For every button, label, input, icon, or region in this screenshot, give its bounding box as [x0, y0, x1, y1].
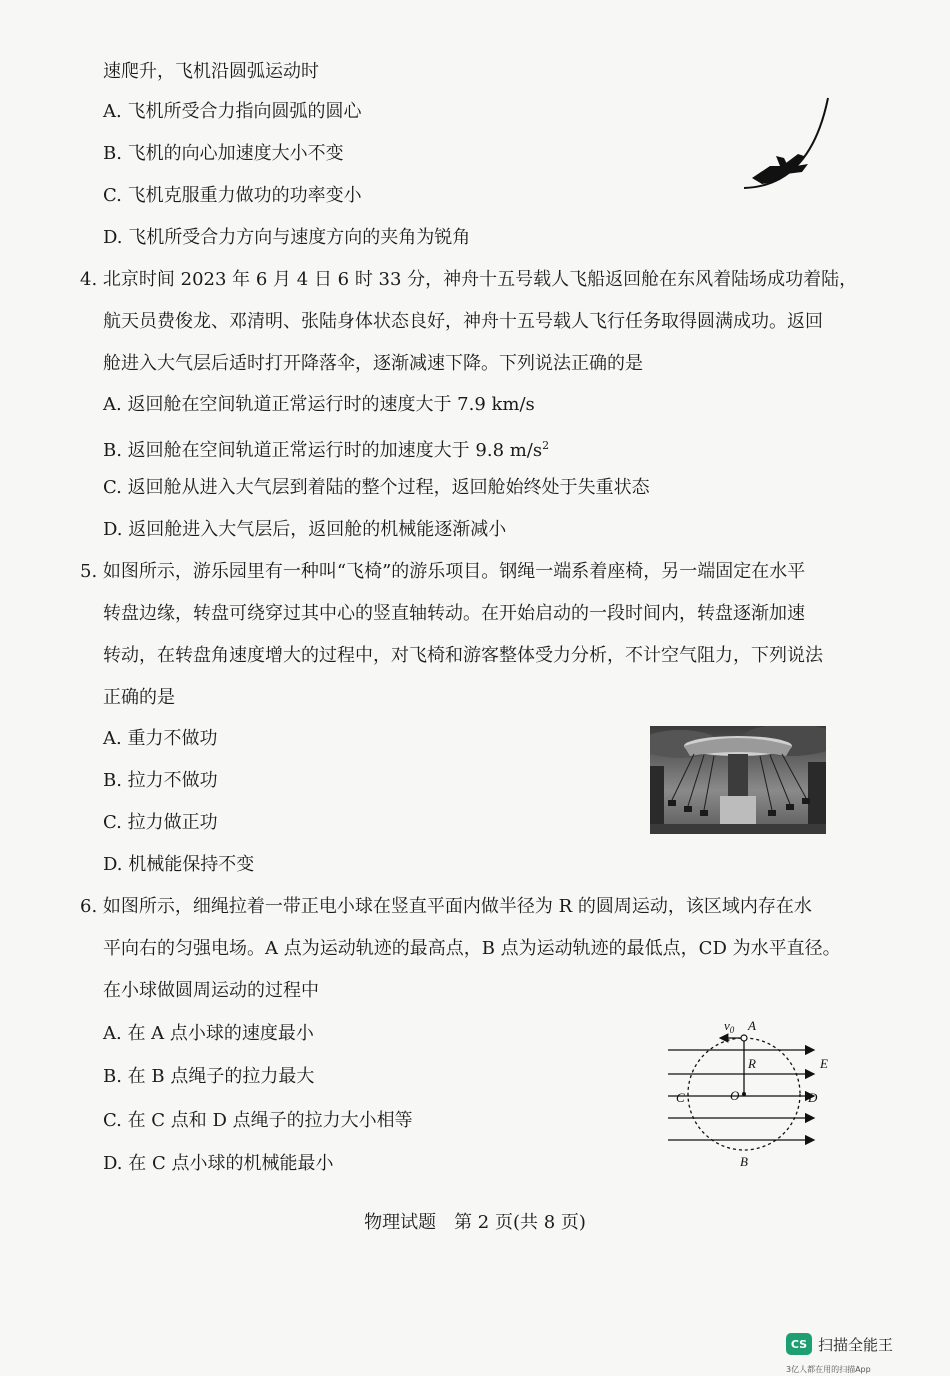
q4-option-b-exponent: 2: [542, 439, 550, 452]
q3-option-a: A. 飞机所受合力指向圆弧的圆心: [103, 101, 362, 122]
scanner-badge-icon: CS: [786, 1333, 812, 1355]
q5-option-d: D. 机械能保持不变: [103, 854, 255, 875]
q6-stem-line-3: 在小球做圆周运动的过程中: [103, 980, 319, 1001]
q4-option-b: [103, 434, 549, 463]
flying-chair-photo: [650, 726, 826, 834]
airplane-arc-figure: [740, 94, 840, 198]
circular-motion-field-diagram: [664, 1014, 836, 1174]
q6-option-a: A. 在 A 点小球的速度最小: [103, 1023, 314, 1044]
q3-option-b: B. 飞机的向心加速度大小不变: [103, 143, 344, 164]
label-d: D: [808, 1090, 818, 1105]
q6-option-c: C. 在 C 点和 D 点绳子的拉力大小相等: [103, 1110, 413, 1131]
label-e: E: [820, 1056, 828, 1071]
q4-option-d: D. 返回舱进入大气层后，返回舱的机械能逐渐减小: [103, 519, 507, 540]
q5-stem-line-3: 转动，在转盘角速度增大的过程中，对飞椅和游客整体受力分析，不计空气阻力，下列说法: [103, 645, 823, 666]
q4-stem-line-1: 4. 北京时间 2023 年 6 月 4 日 6 时 33 分，神舟十五号载人飞船返回舱在东风着陆场成功着陆，: [80, 269, 858, 290]
scanner-name: 扫描全能王: [818, 1335, 894, 1354]
q6-option-b: B. 在 B 点绳子的拉力最大: [103, 1066, 315, 1087]
q3-option-c: C. 飞机克服重力做功的功率变小: [103, 185, 362, 206]
q3-option-d: D. 飞机所受合力方向与速度方向的夹角为锐角: [103, 227, 471, 248]
q5-stem-line-2: 转盘边缘，转盘可绕穿过其中心的竖直轴转动。在开始启动的一段时间内，转盘逐渐加速: [103, 603, 805, 624]
label-a: A: [748, 1018, 756, 1033]
q5-stem-line-1: 5. 如图所示，游乐园里有一种叫“飞椅”的游乐项目。钢绳一端系着座椅，另一端固定在水平: [80, 561, 806, 582]
scanner-logo: [786, 1333, 893, 1355]
q4-option-c: C. 返回舱从进入大气层到着陆的整个过程，返回舱始终处于失重状态: [103, 477, 650, 498]
scanner-tagline: 3亿人都在用的扫描App: [786, 1365, 871, 1374]
label-b: B: [740, 1154, 748, 1169]
arc-path: [744, 98, 828, 188]
q5-stem-line-4: 正确的是: [103, 687, 175, 708]
q4-option-a: A. 返回舱在空间轨道正常运行时的速度大于 7.9 km/s: [103, 394, 535, 415]
q5-option-a: A. 重力不做功: [103, 728, 218, 749]
q5-option-b: B. 拉力不做功: [103, 770, 218, 791]
label-o: O: [730, 1088, 740, 1103]
label-v0: $v_0$: [724, 1018, 735, 1035]
q4-stem-line-2: 航天员费俊龙、邓清明、张陆身体状态良好，神舟十五号载人飞行任务取得圆满成功。返回: [103, 311, 823, 332]
q3-stem-tail: 速爬升，飞机沿圆弧运动时: [103, 61, 319, 82]
field-lines: [668, 1050, 814, 1140]
q6-stem-line-2: 平向右的匀强电场。A 点为运动轨迹的最高点，B 点为运动轨迹的最低点，CD 为水平直径。: [103, 938, 841, 959]
q5-option-c: C. 拉力做正功: [103, 812, 218, 833]
ball-at-a: [741, 1035, 747, 1041]
center-point: [742, 1092, 746, 1096]
label-r: R: [748, 1056, 756, 1071]
label-c: C: [676, 1090, 685, 1105]
q6-option-d: D. 在 C 点小球的机械能最小: [103, 1153, 334, 1174]
q4-stem-line-3: 舱进入大气层后适时打开降落伞，逐渐减速下降。下列说法正确的是: [103, 353, 643, 374]
q4-option-b-text: B. 返回舱在空间轨道正常运行时的加速度大于 9.8 m/s: [103, 440, 543, 461]
page-footer: 物理试题 第 2 页(共 8 页): [364, 1212, 586, 1233]
q6-stem-line-1: 6. 如图所示，细绳拉着一带正电小球在竖直平面内做半径为 R 的圆周运动，该区域内存在水: [80, 896, 812, 917]
